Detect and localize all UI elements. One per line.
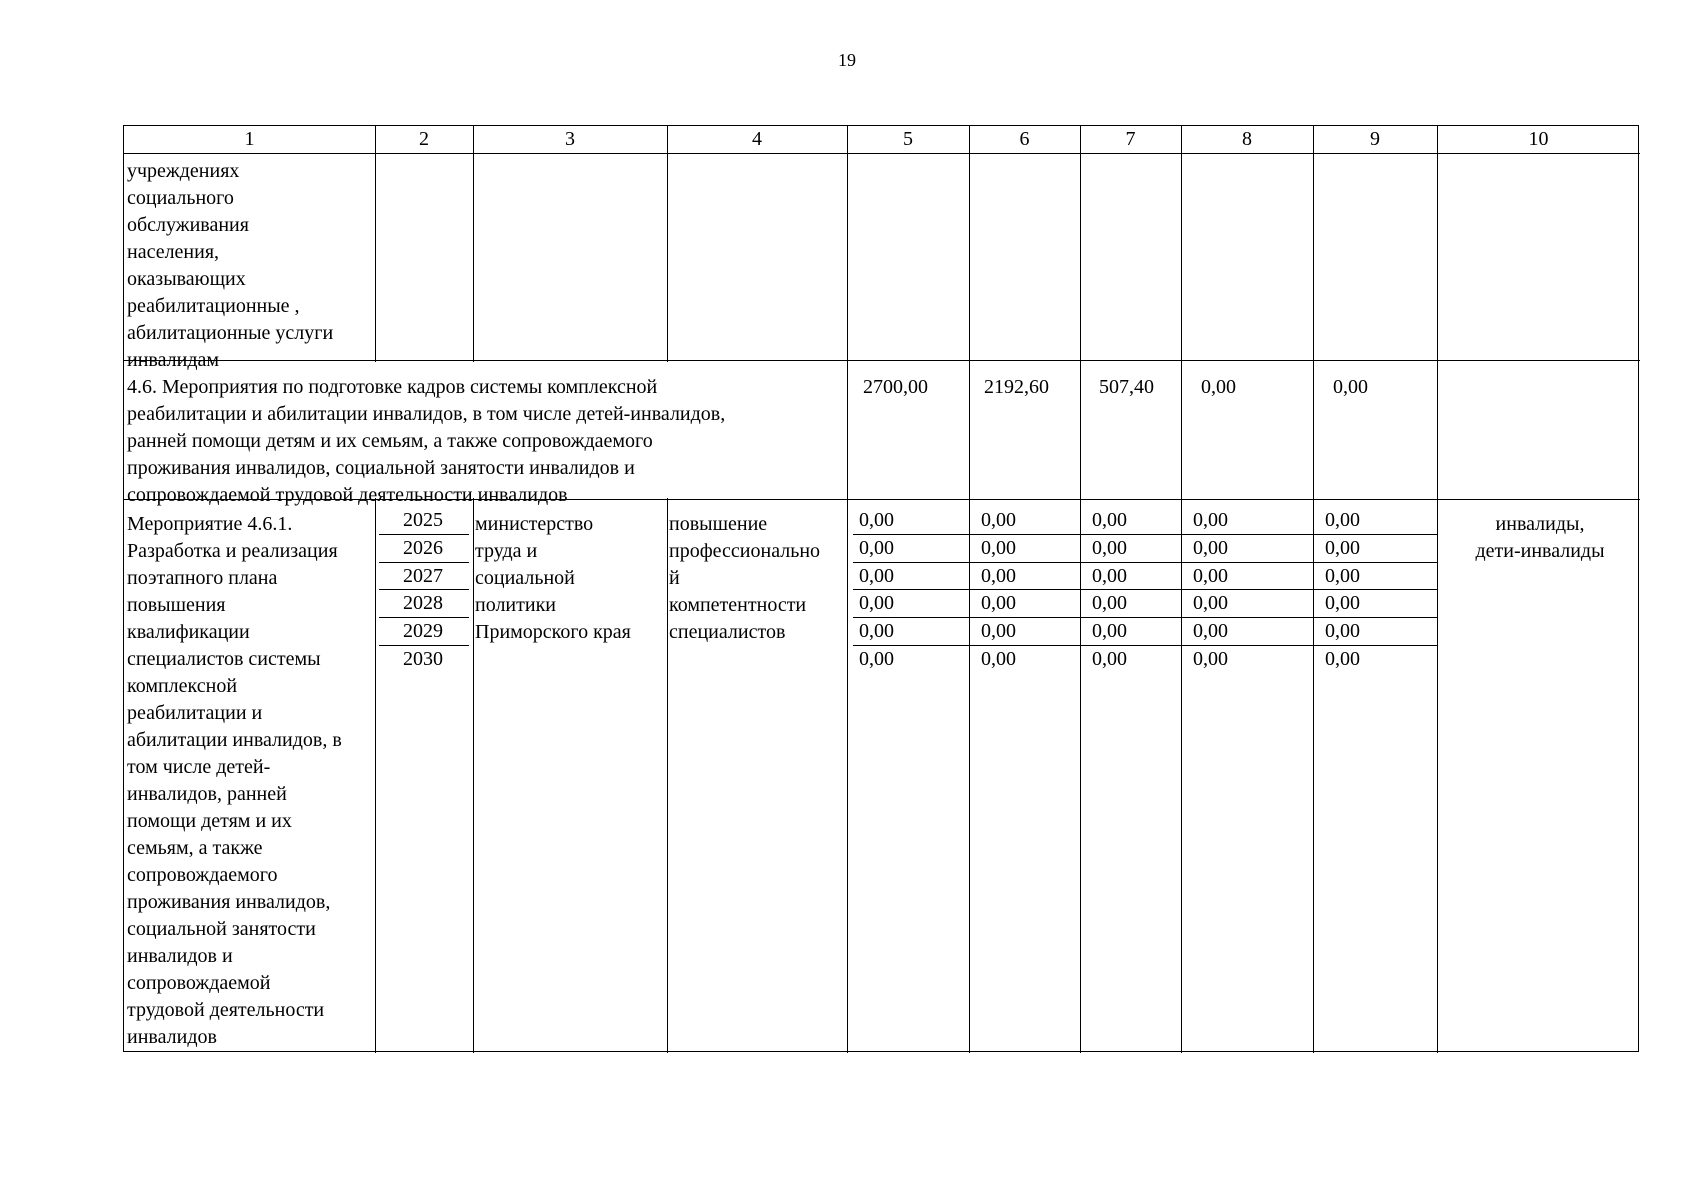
year-value-9: 0,00 [1325, 648, 1360, 670]
year-value-9: 0,00 [1325, 620, 1360, 643]
col-line-3 [667, 126, 668, 1053]
year-value-9: 0,00 [1325, 536, 1360, 559]
row-rule-continuation [124, 360, 1640, 361]
year-value-7: 0,00 [1092, 564, 1127, 587]
section-title: 4.6. Мероприятия по подготовке кадров системы комплексной реабилитации и абилитации инвалидов, в том числе детей-инвалидов, ранней помощи детям и их семьям, а также сопровождаемого проживания инвалидов, социальной занятости инвалидов и сопровождаемой трудовой деятельности инвалидов [127, 376, 726, 506]
measure-executor: министерство труда и социальной политики Приморского края [475, 513, 631, 643]
col-line-1 [375, 126, 376, 1053]
measure-name: Мероприятие 4.6.1. Разработка и реализация поэтапного плана повышения квалификации специалистов системы комплексной реабилитации и абилитации инвалидов, в том числе детей- инвалидов, ранней помощи детям и их семьям, а также сопровождаемого проживания инвалидов, социальной занятости инвалидов и сопровождаемой трудовой деятельности инвалидов [127, 513, 342, 1048]
year-value-9: 0,00 [1325, 509, 1360, 531]
year-value-6: 0,00 [981, 620, 1016, 643]
header-cell-7: 7 [1125, 128, 1136, 150]
year-value-5: 0,00 [859, 509, 894, 531]
section-value-9: 0,00 [1333, 376, 1368, 398]
year-value-5: 0,00 [859, 536, 894, 559]
header-cell-9: 9 [1370, 128, 1380, 150]
year-value-7: 0,00 [1092, 509, 1127, 531]
header-rule [124, 153, 1640, 154]
year-value-9: 0,00 [1325, 564, 1360, 587]
year-value-6: 0,00 [981, 592, 1016, 615]
header-cell-1: 1 [244, 128, 255, 150]
section-value-5: 2700,00 [863, 376, 928, 398]
measure-result: повышение профессионально й компетентности специалистов [669, 513, 821, 643]
header-cell-2: 2 [419, 128, 429, 150]
year-cell: 2028 [403, 592, 443, 615]
measure-target-group: инвалиды, дети-инвалиды [1475, 513, 1605, 562]
year-value-7: 0,00 [1092, 620, 1127, 643]
continuation-cell-name: учреждениях социального обслуживания населения, оказывающих реабилитационные , абилитационные услуги инвалидам [127, 160, 334, 371]
year-cell: 2029 [403, 620, 443, 643]
header-cell-3: 3 [565, 128, 575, 150]
year-cell: 2026 [403, 536, 443, 559]
header-cell-5: 5 [903, 128, 913, 150]
year-value-8: 0,00 [1193, 536, 1228, 559]
program-table [123, 125, 1639, 1052]
year-value-6: 0,00 [981, 536, 1016, 559]
year-value-7: 0,00 [1092, 592, 1127, 615]
year-cell: 2030 [403, 648, 443, 670]
year-value-6: 0,00 [981, 648, 1016, 670]
header-cell-4: 4 [752, 128, 762, 150]
header-cell-8: 8 [1242, 128, 1252, 150]
col-line-2 [473, 126, 474, 1053]
year-value-5: 0,00 [859, 564, 894, 587]
section-value-8: 0,00 [1201, 376, 1236, 398]
year-value-5: 0,00 [859, 648, 894, 670]
year-value-9: 0,00 [1325, 592, 1360, 615]
year-value-6: 0,00 [981, 564, 1016, 587]
year-value-7: 0,00 [1092, 648, 1127, 670]
year-value-6: 0,00 [981, 509, 1016, 531]
col-line-9 [1437, 126, 1438, 1053]
year-value-8: 0,00 [1193, 648, 1228, 670]
year-value-8: 0,00 [1193, 509, 1228, 531]
page-number: 19 [838, 50, 856, 70]
header-cell-10: 10 [1528, 128, 1549, 150]
section-value-7: 507,40 [1099, 376, 1154, 398]
year-value-8: 0,00 [1193, 620, 1228, 643]
year-value-5: 0,00 [859, 592, 894, 615]
section-value-6: 2192,60 [984, 376, 1049, 398]
year-value-7: 0,00 [1092, 536, 1127, 559]
year-cell: 2027 [403, 564, 443, 587]
year-value-8: 0,00 [1193, 592, 1228, 615]
year-value-5: 0,00 [859, 620, 894, 643]
year-value-8: 0,00 [1193, 564, 1228, 587]
header-cell-6: 6 [1019, 128, 1030, 150]
year-cell: 2025 [403, 509, 443, 531]
col-line-4 [847, 126, 848, 1053]
